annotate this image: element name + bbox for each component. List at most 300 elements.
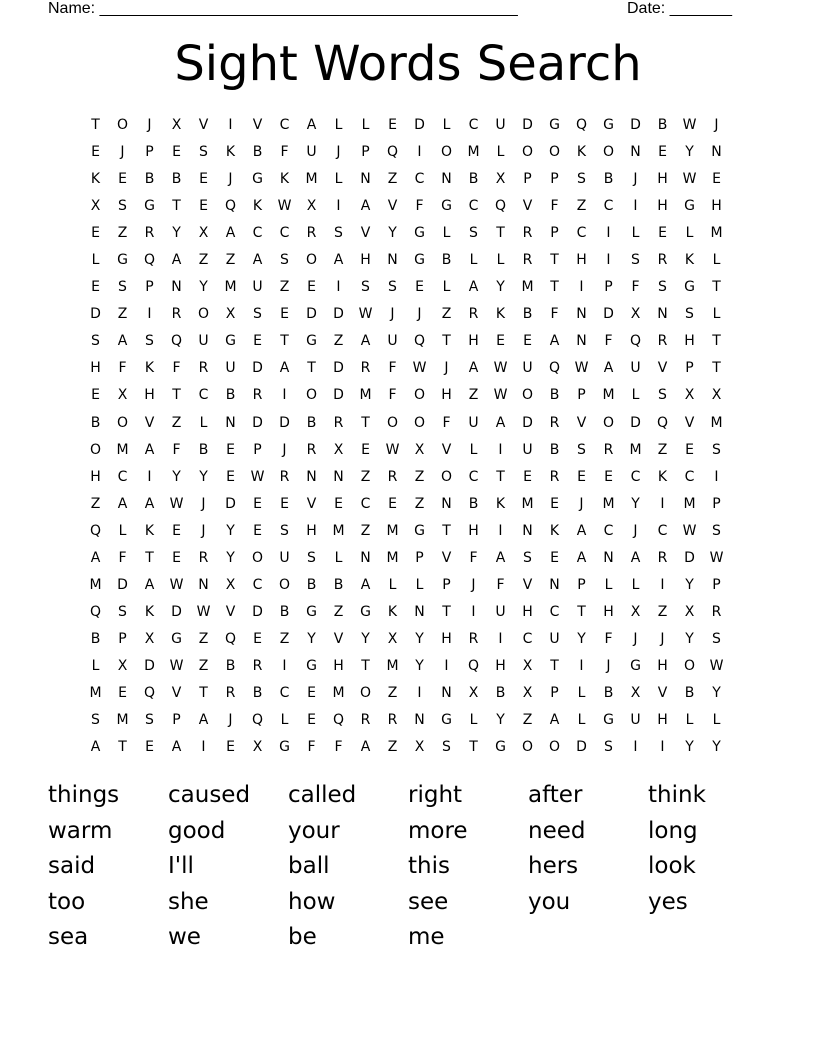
grid-letter[interactable]: P bbox=[361, 144, 370, 161]
grid-letter[interactable]: X bbox=[522, 684, 533, 701]
grid-letter[interactable]: Y bbox=[388, 225, 397, 242]
grid-letter[interactable]: Q bbox=[575, 117, 588, 133]
grid-letter[interactable]: B bbox=[144, 171, 155, 188]
grid-letter[interactable]: O bbox=[548, 739, 561, 756]
grid-letter[interactable]: E bbox=[388, 117, 397, 133]
grid-letter[interactable]: K bbox=[90, 171, 101, 188]
grid-letter[interactable]: F bbox=[118, 360, 127, 377]
grid-letter[interactable]: H bbox=[360, 252, 371, 269]
grid-letter[interactable]: Y bbox=[577, 630, 586, 647]
grid-letter[interactable]: D bbox=[252, 603, 263, 620]
grid-letter[interactable]: A bbox=[360, 739, 371, 756]
grid-letter[interactable]: M bbox=[467, 144, 480, 161]
grid-letter[interactable]: X bbox=[144, 630, 155, 647]
grid-letter[interactable]: T bbox=[577, 603, 586, 620]
grid-letter[interactable]: E bbox=[307, 712, 316, 729]
grid-letter[interactable]: A bbox=[198, 712, 209, 729]
grid-letter[interactable]: K bbox=[252, 198, 263, 215]
grid-letter[interactable]: L bbox=[577, 712, 586, 729]
grid-letter[interactable]: O bbox=[116, 414, 129, 431]
grid-letter[interactable]: M bbox=[710, 414, 723, 431]
grid-letter[interactable]: F bbox=[307, 739, 316, 756]
grid-letter[interactable]: J bbox=[228, 171, 233, 188]
grid-letter[interactable]: I bbox=[498, 441, 503, 458]
grid-letter[interactable]: R bbox=[225, 684, 236, 701]
grid-letter[interactable]: N bbox=[360, 549, 371, 566]
grid-letter[interactable]: W bbox=[169, 495, 184, 512]
grid-letter[interactable]: U bbox=[630, 712, 641, 729]
grid-letter[interactable]: M bbox=[710, 225, 723, 242]
grid-letter[interactable]: V bbox=[684, 414, 695, 431]
grid-letter[interactable]: E bbox=[388, 495, 397, 512]
grid-letter[interactable]: E bbox=[91, 279, 100, 296]
grid-letter[interactable]: E bbox=[280, 306, 289, 323]
grid-letter[interactable]: Q bbox=[251, 712, 264, 729]
grid-letter[interactable]: J bbox=[201, 522, 206, 539]
grid-letter[interactable]: R bbox=[387, 468, 398, 485]
grid-letter[interactable]: T bbox=[496, 225, 505, 242]
grid-letter[interactable]: L bbox=[442, 117, 451, 133]
grid-letter[interactable]: P bbox=[145, 144, 154, 161]
grid-letter[interactable]: E bbox=[91, 387, 100, 404]
grid-letter[interactable]: N bbox=[630, 144, 641, 161]
grid-letter[interactable]: P bbox=[685, 360, 694, 377]
grid-letter[interactable]: O bbox=[440, 468, 453, 485]
grid-letter[interactable]: G bbox=[495, 739, 506, 756]
grid-letter[interactable]: A bbox=[279, 360, 290, 377]
grid-letter[interactable]: E bbox=[604, 468, 613, 485]
grid-letter[interactable]: L bbox=[442, 225, 451, 242]
grid-letter[interactable]: R bbox=[279, 468, 290, 485]
grid-letter[interactable]: M bbox=[386, 657, 399, 674]
grid-letter[interactable]: H bbox=[603, 603, 614, 620]
grid-letter[interactable]: F bbox=[442, 414, 451, 431]
grid-letter[interactable]: I bbox=[714, 468, 719, 485]
grid-letter[interactable]: L bbox=[712, 306, 721, 323]
grid-letter[interactable]: G bbox=[279, 739, 290, 756]
grid-letter[interactable]: D bbox=[684, 549, 695, 566]
grid-letter[interactable]: E bbox=[91, 225, 100, 242]
grid-letter[interactable]: Y bbox=[172, 468, 181, 485]
grid-letter[interactable]: E bbox=[145, 739, 154, 756]
grid-letter[interactable]: A bbox=[360, 576, 371, 593]
grid-letter[interactable]: E bbox=[307, 279, 316, 296]
grid-letter[interactable]: V bbox=[144, 414, 155, 431]
grid-letter[interactable]: R bbox=[198, 549, 209, 566]
grid-letter[interactable]: S bbox=[712, 522, 721, 539]
grid-letter[interactable]: E bbox=[577, 468, 586, 485]
grid-letter[interactable]: E bbox=[118, 171, 127, 188]
grid-letter[interactable]: O bbox=[305, 387, 318, 404]
grid-letter[interactable]: I bbox=[417, 684, 422, 701]
grid-letter[interactable]: S bbox=[604, 739, 613, 756]
grid-letter[interactable]: R bbox=[306, 441, 317, 458]
grid-letter[interactable]: E bbox=[334, 495, 343, 512]
grid-letter[interactable]: E bbox=[523, 468, 532, 485]
grid-letter[interactable]: N bbox=[225, 414, 236, 431]
grid-letter[interactable]: P bbox=[118, 630, 127, 647]
grid-letter[interactable]: O bbox=[521, 739, 534, 756]
grid-letter[interactable]: E bbox=[226, 441, 235, 458]
grid-letter[interactable]: Y bbox=[361, 630, 370, 647]
grid-letter[interactable]: Q bbox=[143, 252, 156, 269]
grid-letter[interactable]: Z bbox=[333, 333, 344, 350]
grid-letter[interactable]: V bbox=[306, 495, 317, 512]
grid-letter[interactable]: Z bbox=[171, 414, 182, 431]
grid-letter[interactable]: A bbox=[144, 441, 155, 458]
grid-letter[interactable]: S bbox=[658, 387, 667, 404]
grid-letter[interactable]: N bbox=[441, 684, 452, 701]
grid-letter[interactable]: L bbox=[469, 441, 478, 458]
grid-letter[interactable]: U bbox=[225, 360, 236, 377]
grid-letter[interactable]: P bbox=[712, 576, 721, 593]
grid-letter[interactable]: L bbox=[604, 576, 613, 593]
grid-letter[interactable]: G bbox=[441, 712, 452, 729]
grid-letter[interactable]: H bbox=[657, 171, 668, 188]
grid-letter[interactable]: S bbox=[388, 279, 397, 296]
grid-letter[interactable]: B bbox=[90, 414, 101, 431]
grid-letter[interactable]: P bbox=[550, 684, 559, 701]
grid-letter[interactable]: R bbox=[549, 468, 560, 485]
grid-letter[interactable]: E bbox=[280, 495, 289, 512]
grid-letter[interactable]: X bbox=[414, 441, 425, 458]
grid-letter[interactable]: H bbox=[657, 198, 668, 215]
grid-letter[interactable]: E bbox=[658, 144, 667, 161]
grid-letter[interactable]: A bbox=[90, 739, 101, 756]
grid-letter[interactable]: T bbox=[469, 739, 478, 756]
grid-letter[interactable]: B bbox=[441, 252, 452, 269]
grid-letter[interactable]: J bbox=[633, 630, 638, 647]
grid-letter[interactable]: R bbox=[468, 630, 479, 647]
grid-letter[interactable]: O bbox=[386, 414, 399, 431]
grid-letter[interactable]: X bbox=[495, 171, 506, 188]
grid-letter[interactable]: X bbox=[225, 576, 236, 593]
grid-letter[interactable]: G bbox=[603, 712, 614, 729]
name-field-label[interactable]: Name: _______________________________________________ bbox=[48, 0, 518, 17]
grid-letter[interactable]: S bbox=[577, 441, 586, 458]
grid-letter[interactable]: T bbox=[145, 549, 154, 566]
grid-letter[interactable]: H bbox=[144, 387, 155, 404]
grid-letter[interactable]: W bbox=[709, 657, 724, 674]
grid-letter[interactable]: T bbox=[712, 279, 721, 296]
grid-letter[interactable]: I bbox=[201, 739, 206, 756]
grid-letter[interactable]: S bbox=[253, 306, 262, 323]
grid-letter[interactable]: A bbox=[333, 252, 344, 269]
grid-letter[interactable]: A bbox=[576, 549, 587, 566]
grid-letter[interactable]: Z bbox=[576, 198, 587, 215]
grid-letter[interactable]: C bbox=[522, 630, 533, 647]
grid-letter[interactable]: Q bbox=[386, 144, 399, 161]
grid-letter[interactable]: L bbox=[469, 252, 478, 269]
grid-letter[interactable]: S bbox=[712, 630, 721, 647]
grid-letter[interactable]: F bbox=[469, 549, 478, 566]
grid-letter[interactable]: R bbox=[198, 360, 209, 377]
grid-letter[interactable]: C bbox=[279, 117, 290, 133]
grid-letter[interactable]: E bbox=[172, 549, 181, 566]
grid-letter[interactable]: H bbox=[333, 657, 344, 674]
grid-letter[interactable]: O bbox=[683, 657, 696, 674]
grid-letter[interactable]: F bbox=[550, 198, 559, 215]
grid-letter[interactable]: G bbox=[306, 657, 317, 674]
grid-letter[interactable]: Z bbox=[468, 387, 479, 404]
grid-letter[interactable]: O bbox=[305, 252, 318, 269]
grid-letter[interactable]: N bbox=[576, 306, 587, 323]
grid-letter[interactable]: N bbox=[711, 144, 722, 161]
grid-letter[interactable]: O bbox=[413, 387, 426, 404]
grid-letter[interactable]: D bbox=[522, 414, 533, 431]
grid-letter[interactable]: D bbox=[603, 306, 614, 323]
grid-letter[interactable]: U bbox=[279, 549, 290, 566]
grid-letter[interactable]: Q bbox=[413, 333, 426, 350]
grid-letter[interactable]: B bbox=[306, 414, 317, 431]
grid-letter[interactable]: L bbox=[577, 684, 586, 701]
grid-letter[interactable]: H bbox=[522, 603, 533, 620]
grid-letter[interactable]: L bbox=[685, 225, 694, 242]
grid-letter[interactable]: R bbox=[522, 252, 533, 269]
grid-letter[interactable]: I bbox=[147, 468, 152, 485]
grid-letter[interactable]: B bbox=[603, 684, 614, 701]
grid-letter[interactable]: J bbox=[390, 306, 395, 323]
grid-letter[interactable]: B bbox=[333, 576, 344, 593]
grid-letter[interactable]: E bbox=[550, 495, 559, 512]
grid-letter[interactable]: Y bbox=[685, 144, 694, 161]
grid-letter[interactable]: Z bbox=[414, 468, 425, 485]
grid-letter[interactable]: X bbox=[630, 603, 641, 620]
grid-letter[interactable]: I bbox=[660, 495, 665, 512]
grid-letter[interactable]: U bbox=[522, 441, 533, 458]
grid-letter[interactable]: W bbox=[682, 522, 697, 539]
grid-letter[interactable]: Y bbox=[172, 225, 181, 242]
grid-letter[interactable]: Z bbox=[387, 171, 398, 188]
grid-letter[interactable]: N bbox=[414, 712, 425, 729]
grid-letter[interactable]: H bbox=[90, 468, 101, 485]
grid-letter[interactable]: I bbox=[633, 739, 638, 756]
grid-letter[interactable]: M bbox=[116, 712, 129, 729]
grid-letter[interactable]: Q bbox=[89, 522, 102, 539]
grid-letter[interactable]: L bbox=[91, 252, 100, 269]
grid-letter[interactable]: A bbox=[90, 549, 101, 566]
grid-letter[interactable]: A bbox=[117, 495, 128, 512]
grid-letter[interactable]: U bbox=[387, 333, 398, 350]
grid-letter[interactable]: F bbox=[388, 387, 397, 404]
grid-letter[interactable]: H bbox=[90, 360, 101, 377]
grid-letter[interactable]: K bbox=[576, 144, 587, 161]
grid-letter[interactable]: Q bbox=[170, 333, 183, 350]
grid-letter[interactable]: Y bbox=[199, 468, 208, 485]
grid-letter[interactable]: B bbox=[522, 306, 533, 323]
grid-letter[interactable]: H bbox=[576, 252, 587, 269]
grid-letter[interactable]: K bbox=[387, 603, 398, 620]
grid-letter[interactable]: B bbox=[198, 441, 209, 458]
grid-letter[interactable]: U bbox=[495, 603, 506, 620]
grid-letter[interactable]: L bbox=[631, 225, 640, 242]
grid-letter[interactable]: B bbox=[657, 117, 668, 133]
grid-letter[interactable]: R bbox=[171, 306, 182, 323]
grid-letter[interactable]: B bbox=[468, 171, 479, 188]
grid-letter[interactable]: L bbox=[496, 252, 505, 269]
grid-letter[interactable]: Y bbox=[415, 657, 424, 674]
grid-letter[interactable]: D bbox=[630, 117, 641, 133]
grid-letter[interactable]: R bbox=[252, 387, 263, 404]
grid-letter[interactable]: M bbox=[602, 495, 615, 512]
grid-letter[interactable]: B bbox=[306, 576, 317, 593]
grid-letter[interactable]: P bbox=[550, 171, 559, 188]
grid-letter[interactable]: Y bbox=[685, 630, 694, 647]
grid-letter[interactable]: V bbox=[576, 414, 587, 431]
grid-letter[interactable]: U bbox=[306, 144, 317, 161]
grid-letter[interactable]: C bbox=[684, 468, 695, 485]
grid-letter[interactable]: L bbox=[712, 712, 721, 729]
grid-letter[interactable]: D bbox=[252, 360, 263, 377]
grid-letter[interactable]: W bbox=[196, 603, 211, 620]
grid-letter[interactable]: S bbox=[334, 225, 343, 242]
grid-letter[interactable]: X bbox=[333, 441, 344, 458]
grid-letter[interactable]: G bbox=[117, 252, 128, 269]
grid-letter[interactable]: F bbox=[415, 198, 424, 215]
grid-letter[interactable]: I bbox=[606, 225, 611, 242]
grid-letter[interactable]: E bbox=[91, 144, 100, 161]
grid-letter[interactable]: T bbox=[199, 684, 208, 701]
grid-letter[interactable]: A bbox=[360, 198, 371, 215]
grid-letter[interactable]: D bbox=[306, 306, 317, 323]
grid-letter[interactable]: Y bbox=[226, 522, 235, 539]
grid-letter[interactable]: Y bbox=[631, 495, 640, 512]
grid-letter[interactable]: M bbox=[305, 171, 318, 188]
grid-letter[interactable]: O bbox=[89, 441, 102, 458]
grid-letter[interactable]: N bbox=[333, 468, 344, 485]
grid-letter[interactable]: E bbox=[712, 171, 721, 188]
grid-letter[interactable]: V bbox=[333, 630, 344, 647]
grid-letter[interactable]: G bbox=[684, 198, 695, 215]
grid-letter[interactable]: J bbox=[120, 144, 125, 161]
grid-letter[interactable]: B bbox=[549, 387, 560, 404]
grid-letter[interactable]: S bbox=[91, 333, 100, 350]
grid-letter[interactable]: W bbox=[277, 198, 292, 215]
grid-letter[interactable]: R bbox=[306, 225, 317, 242]
grid-letter[interactable]: H bbox=[306, 522, 317, 539]
grid-letter[interactable]: Z bbox=[414, 495, 425, 512]
grid-letter[interactable]: N bbox=[360, 171, 371, 188]
grid-letter[interactable]: X bbox=[225, 306, 236, 323]
grid-letter[interactable]: D bbox=[171, 603, 182, 620]
grid-letter[interactable]: T bbox=[307, 360, 316, 377]
grid-letter[interactable]: O bbox=[116, 117, 129, 133]
grid-letter[interactable]: Y bbox=[496, 279, 505, 296]
grid-letter[interactable]: L bbox=[334, 117, 343, 133]
grid-letter[interactable]: M bbox=[683, 495, 696, 512]
grid-letter[interactable]: X bbox=[171, 117, 182, 133]
grid-letter[interactable]: P bbox=[172, 712, 181, 729]
grid-letter[interactable]: Z bbox=[198, 657, 209, 674]
grid-letter[interactable]: T bbox=[361, 414, 370, 431]
grid-letter[interactable]: U bbox=[522, 360, 533, 377]
grid-letter[interactable]: N bbox=[603, 549, 614, 566]
grid-letter[interactable]: T bbox=[118, 739, 127, 756]
grid-letter[interactable]: P bbox=[577, 387, 586, 404]
grid-letter[interactable]: E bbox=[199, 171, 208, 188]
grid-letter[interactable]: O bbox=[521, 144, 534, 161]
grid-letter[interactable]: E bbox=[118, 684, 127, 701]
grid-letter[interactable]: I bbox=[147, 306, 152, 323]
grid-letter[interactable]: O bbox=[440, 144, 453, 161]
grid-letter[interactable]: B bbox=[90, 630, 101, 647]
grid-letter[interactable]: E bbox=[658, 225, 667, 242]
grid-letter[interactable]: Y bbox=[496, 712, 505, 729]
grid-letter[interactable]: M bbox=[116, 441, 129, 458]
grid-letter[interactable]: K bbox=[279, 171, 290, 188]
grid-letter[interactable]: D bbox=[333, 306, 344, 323]
grid-letter[interactable]: Z bbox=[360, 522, 371, 539]
grid-letter[interactable]: P bbox=[442, 576, 451, 593]
grid-letter[interactable]: I bbox=[336, 279, 341, 296]
grid-letter[interactable]: I bbox=[579, 279, 584, 296]
grid-letter[interactable]: V bbox=[657, 360, 668, 377]
grid-letter[interactable]: A bbox=[495, 414, 506, 431]
grid-letter[interactable]: V bbox=[171, 684, 182, 701]
grid-letter[interactable]: V bbox=[198, 117, 209, 133]
grid-letter[interactable]: E bbox=[226, 739, 235, 756]
grid-letter[interactable]: O bbox=[602, 414, 615, 431]
grid-letter[interactable]: S bbox=[307, 549, 316, 566]
grid-letter[interactable]: E bbox=[415, 279, 424, 296]
grid-letter[interactable]: O bbox=[278, 576, 291, 593]
grid-letter[interactable]: L bbox=[496, 144, 505, 161]
grid-letter[interactable]: L bbox=[199, 414, 208, 431]
grid-letter[interactable]: W bbox=[493, 387, 508, 404]
grid-letter[interactable]: D bbox=[333, 387, 344, 404]
grid-letter[interactable]: R bbox=[603, 441, 614, 458]
grid-letter[interactable]: C bbox=[279, 225, 290, 242]
grid-letter[interactable]: O bbox=[602, 144, 615, 161]
grid-letter[interactable]: A bbox=[468, 279, 479, 296]
grid-letter[interactable]: H bbox=[468, 333, 479, 350]
grid-letter[interactable]: L bbox=[415, 576, 424, 593]
grid-letter[interactable]: Q bbox=[89, 603, 102, 620]
grid-letter[interactable]: X bbox=[684, 387, 695, 404]
grid-letter[interactable]: Q bbox=[548, 360, 561, 377]
grid-letter[interactable]: V bbox=[387, 198, 398, 215]
grid-letter[interactable]: T bbox=[550, 657, 559, 674]
grid-letter[interactable]: D bbox=[117, 576, 128, 593]
grid-letter[interactable]: N bbox=[549, 576, 560, 593]
grid-letter[interactable]: R bbox=[657, 252, 668, 269]
grid-letter[interactable]: E bbox=[253, 495, 262, 512]
grid-letter[interactable]: W bbox=[412, 360, 427, 377]
grid-letter[interactable]: L bbox=[631, 387, 640, 404]
grid-letter[interactable]: C bbox=[279, 684, 290, 701]
grid-letter[interactable]: B bbox=[549, 441, 560, 458]
grid-letter[interactable]: R bbox=[360, 360, 371, 377]
grid-letter[interactable]: V bbox=[225, 603, 236, 620]
grid-letter[interactable]: Q bbox=[494, 198, 507, 215]
grid-letter[interactable]: E bbox=[307, 684, 316, 701]
grid-letter[interactable]: L bbox=[118, 522, 127, 539]
grid-letter[interactable]: C bbox=[603, 522, 614, 539]
grid-letter[interactable]: R bbox=[657, 333, 668, 350]
grid-letter[interactable]: N bbox=[306, 468, 317, 485]
grid-letter[interactable]: X bbox=[630, 306, 641, 323]
grid-letter[interactable]: T bbox=[442, 603, 451, 620]
grid-letter[interactable]: Q bbox=[332, 712, 345, 729]
grid-letter[interactable]: D bbox=[252, 414, 263, 431]
grid-letter[interactable]: Y bbox=[685, 739, 694, 756]
grid-letter[interactable]: W bbox=[574, 360, 589, 377]
grid-letter[interactable]: E bbox=[523, 333, 532, 350]
grid-letter[interactable]: R bbox=[522, 225, 533, 242]
grid-letter[interactable]: S bbox=[199, 144, 208, 161]
grid-letter[interactable]: K bbox=[144, 360, 155, 377]
grid-letter[interactable]: Y bbox=[199, 279, 208, 296]
